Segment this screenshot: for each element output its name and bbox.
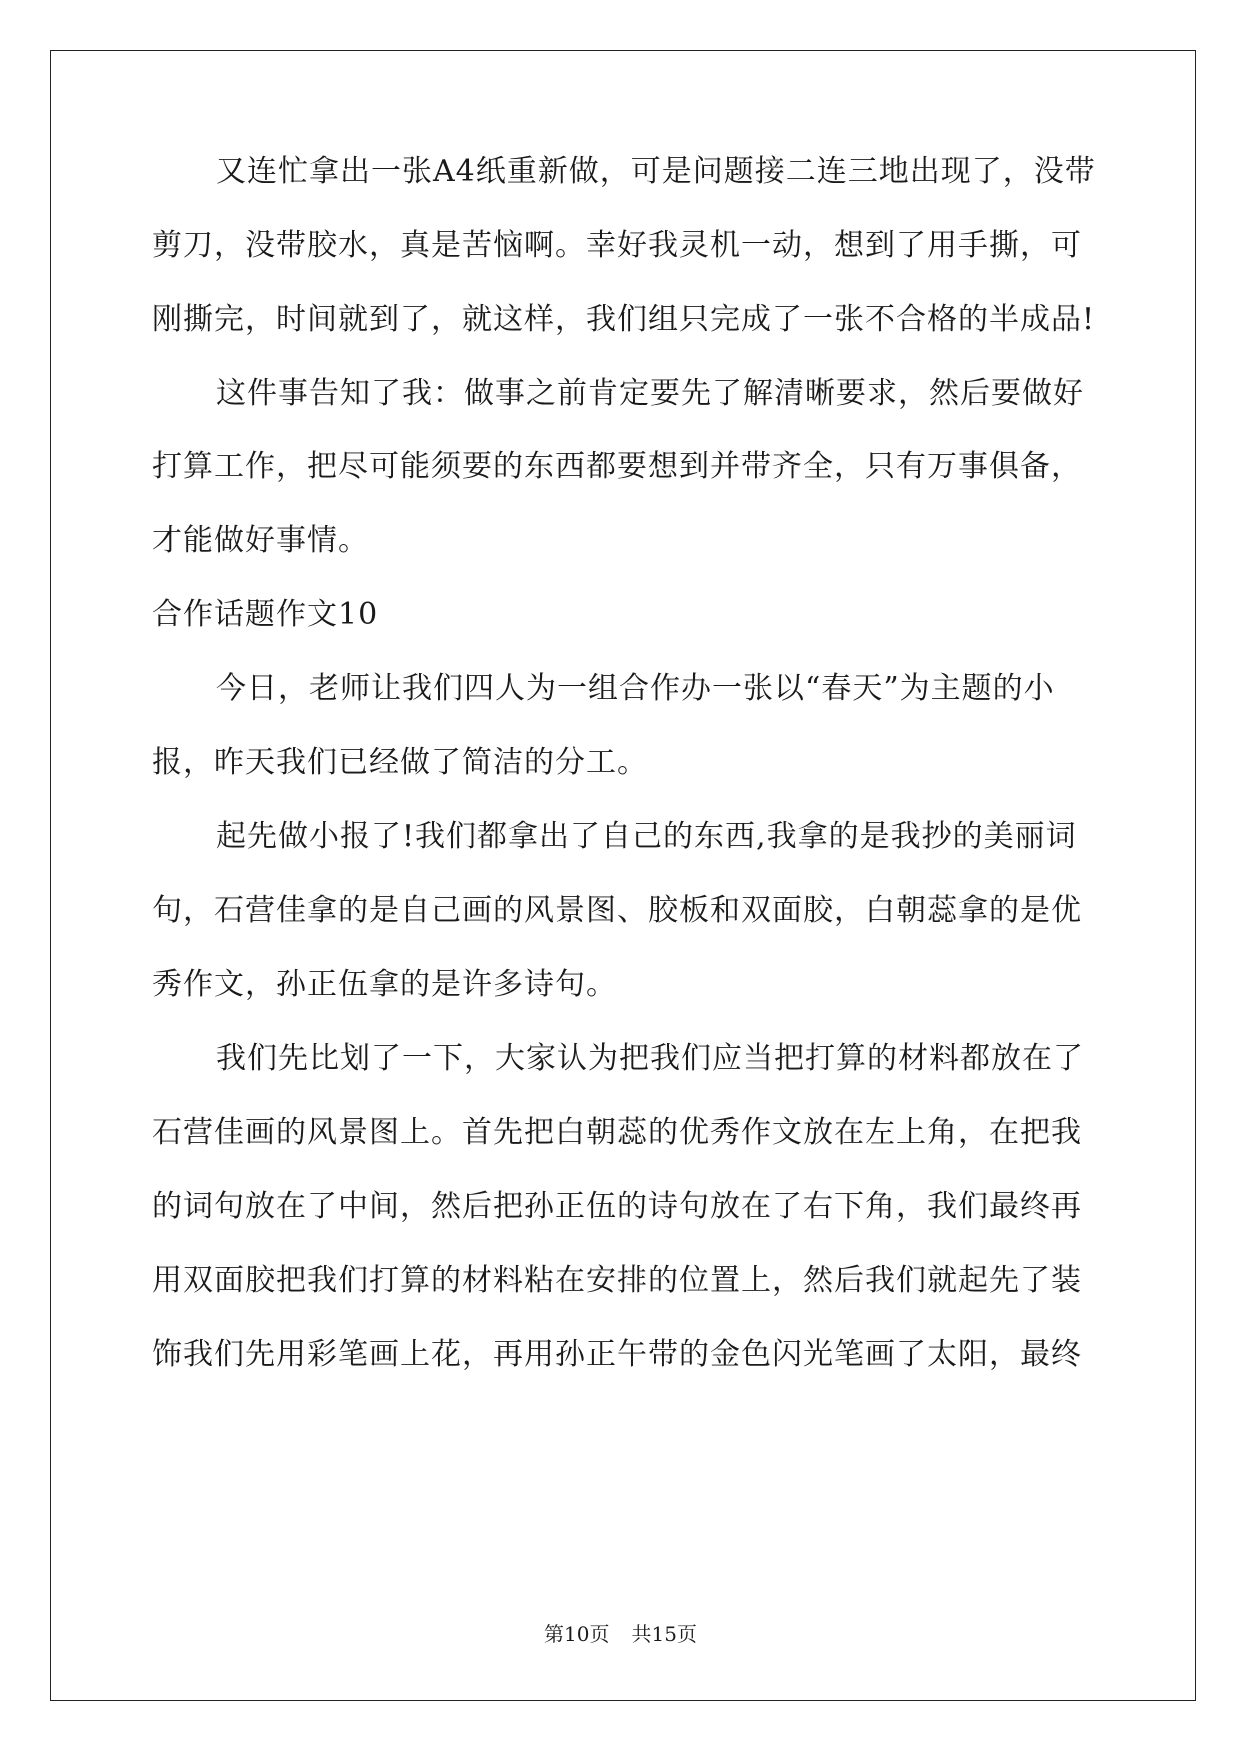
text-line: 我们先比划了一下，大家认为把我们应当把打算的材料都放在了: [216, 1041, 1084, 1076]
text-line: 才能做好事情。: [152, 523, 369, 558]
text-line: 又连忙拿出一张A4纸重新做，可是问题接二连三地出现了，没带: [216, 154, 1096, 189]
text-line: 起先做小报了!我们都拿出了自己的东西,我拿的是我抄的美丽词: [216, 819, 1077, 854]
text-line: 打算工作，把尽可能须要的东西都要想到并带齐全，只有万事俱备，: [152, 449, 1082, 484]
text-line: 用双面胶把我们打算的材料粘在安排的位置上，然后我们就起先了装: [152, 1263, 1082, 1298]
text-line: 秀作文，孙正伍拿的是许多诗句。: [152, 967, 617, 1002]
text-line: 这件事告知了我：做事之前肯定要先了解清晰要求，然后要做好: [216, 376, 1084, 411]
page-total: 共15页: [631, 1622, 697, 1646]
text-line: 剪刀，没带胶水，真是苦恼啊。幸好我灵机一动，想到了用手撕，可: [152, 228, 1082, 263]
page-number: 第10页: [544, 1622, 610, 1646]
text-line: 石营佳画的风景图上。首先把白朝蕊的优秀作文放在左上角，在把我: [152, 1115, 1082, 1150]
text-line: 的词句放在了中间，然后把孙正伍的诗句放在了右下角，我们最终再: [152, 1189, 1082, 1224]
text-line: 报，昨天我们已经做了简洁的分工。: [152, 745, 648, 780]
page-footer: [0, 1620, 1241, 1648]
page-border: [50, 50, 1196, 1701]
text-line: 句，石营佳拿的是自己画的风景图、胶板和双面胶，白朝蕊拿的是优: [152, 893, 1082, 928]
text-line: 今日，老师让我们四人为一组合作办一张以“春天”为主题的小: [216, 671, 1055, 706]
text-line: 饰我们先用彩笔画上花，再用孙正午带的金色闪光笔画了太阳，最终: [152, 1337, 1082, 1372]
section-heading: 合作话题作文10: [152, 597, 379, 632]
text-line: 刚撕完，时间就到了，就这样，我们组只完成了一张不合格的半成品!: [152, 302, 1096, 337]
